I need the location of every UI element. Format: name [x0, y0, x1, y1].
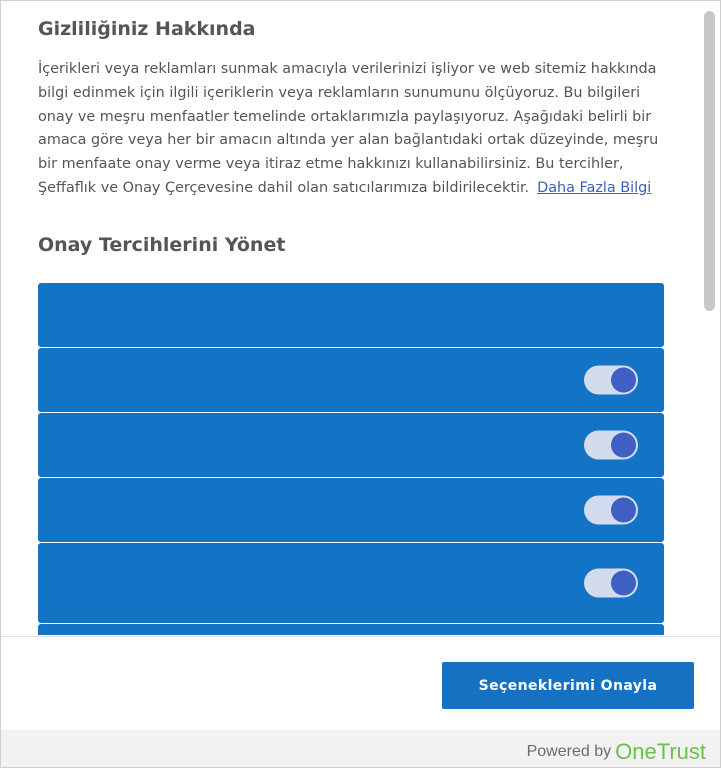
- preference-accordion: [38, 283, 664, 635]
- privacy-description-text: İçerikleri veya reklamları sunmak amacıyla verilerinizi işliyor ve web sitemiz hakkında bilgi edinmek için ilgili içeriklerin veya reklamların sunumunu ölçüyoruz. Bu bilgileri onay ve meşru menfaatler temelinde ortaklarımızla paylaşıyoruz. Aşağıdaki belirli bir amaca göre veya her bir amacın altında yer alan bağlantıdaki ortak düzeyinde, meşru bir menfaate onay verme veya itiraz etme hakkınızı kullanabilirsiniz. Bu tercihler, Şeffaflık ve Onay Çerçevesine dahil olan satıcılarımıza bildirilecektir.: [38, 61, 659, 196]
- consent-toggle[interactable]: [584, 431, 638, 460]
- preference-item[interactable]: [38, 478, 664, 542]
- toggle-knob-icon: [611, 433, 636, 458]
- consent-toggle[interactable]: [584, 366, 638, 395]
- powered-by-link[interactable]: [527, 739, 706, 765]
- consent-toggle[interactable]: [584, 569, 638, 598]
- scrollbar-thumb[interactable]: [704, 11, 715, 311]
- preference-item[interactable]: [38, 624, 664, 635]
- footer-divider: [1, 636, 720, 637]
- section-title: Onay Tercihlerini Yönet: [38, 234, 286, 256]
- more-info-link[interactable]: Daha Fazla Bilgi: [537, 179, 652, 196]
- confirm-choices-button[interactable]: Seçeneklerimi Onayla: [442, 662, 694, 709]
- preference-item[interactable]: [38, 348, 664, 412]
- dialog-content: [1, 1, 706, 635]
- consent-toggle[interactable]: [584, 496, 638, 525]
- preference-item[interactable]: [38, 543, 664, 623]
- privacy-description: [38, 58, 668, 201]
- preference-item[interactable]: [38, 413, 664, 477]
- toggle-knob-icon: [611, 571, 636, 596]
- toggle-knob-icon: [611, 368, 636, 393]
- preference-item[interactable]: [38, 283, 664, 347]
- onetrust-logo: OneTrust: [615, 739, 706, 764]
- toggle-knob-icon: [611, 498, 636, 523]
- powered-by-bar: [1, 730, 720, 767]
- dialog-title: Gizliliğiniz Hakkında: [38, 18, 256, 40]
- powered-by-text: Powered by: [526, 743, 612, 760]
